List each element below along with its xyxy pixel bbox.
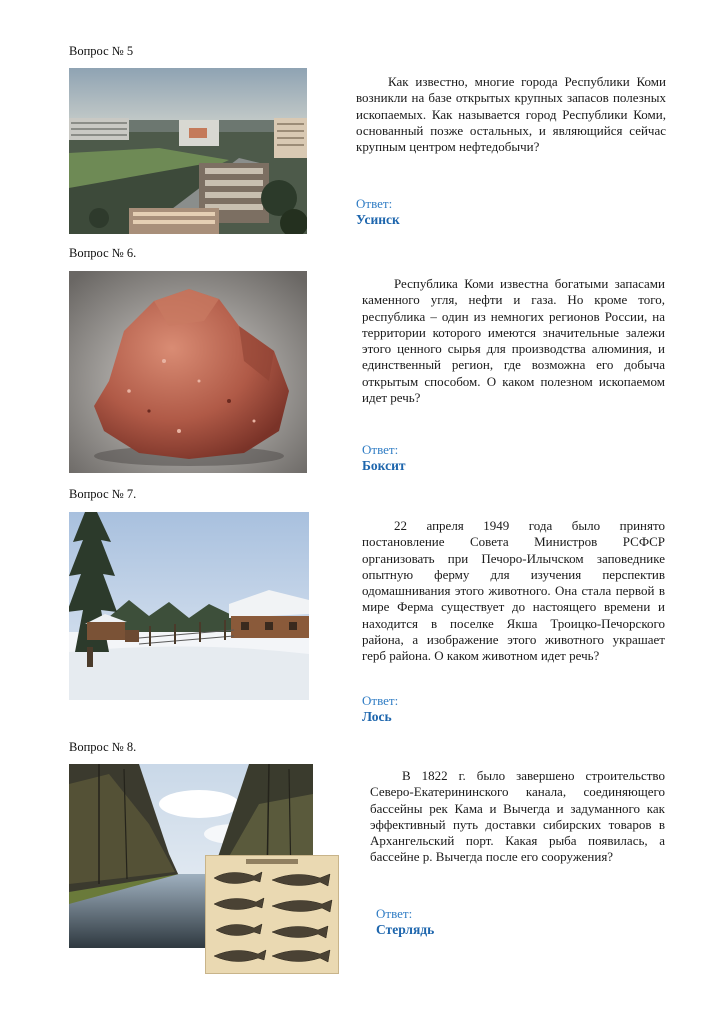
sturgeon-illustration [205, 855, 339, 974]
winter-farm-photo [69, 512, 309, 700]
answer-8-label: Ответ: [376, 906, 413, 921]
answer-6-value: Боксит [362, 458, 406, 473]
question-6-paragraph: Республика Коми известна богатыми запасами каменного угля, нефти и газа. Но кроме того, республика – один из немногих регионов России, на территории которого имеются значительные залежи этого ценного сырья для производства алюминия, и единственный регион, где возможна его добыча открытым способом. О каком полезном ископаемом идет речь? [362, 276, 665, 406]
answer-6-label: Ответ: [362, 442, 399, 457]
question-5-paragraph: Как известно, многие города Республики Коми возникли на базе открытых крупных запасов полезных ископаемых. Как называется город Республики Коми, основанный позже остальных, и являющийся сейчас крупным центром нефтедобычи? [356, 74, 666, 155]
question-5-label: Вопрос № 5 [69, 44, 134, 58]
question-7-text [362, 518, 665, 665]
question-7-label: Вопрос № 7. [69, 487, 137, 501]
question-8-paragraph: В 1822 г. было завершено строительство Северо-Екатерининского канала, соединяющего бассейны рек Кама и Вычегда и задуманного как эффективный путь доставки сибирских товаров в Архангельский порт. Какая рыба появилась, а бассейне р. Вычегда после его сооружения? [370, 768, 665, 865]
answer-8-value: Стерлядь [376, 922, 435, 937]
question-7-paragraph: 22 апреля 1949 года было принято постановление Совета Министров РСФСР организовать при Печоро-Илычском заповеднике опытную ферму для изучения перспектив одомашнивания этого животного. Она стала первой в мире Ферма существует до настоящего времени и находится в поселке Якша Троицко-Печорского района, а изображение этого животного украшает герб района. О каком животном идет речь? [362, 518, 665, 664]
question-6-text [362, 276, 665, 406]
bauxite-rock-photo [69, 271, 307, 473]
question-5-text [356, 74, 666, 155]
answer-5-value: Усинск [356, 212, 400, 227]
city-aerial-photo [69, 68, 307, 234]
answer-5-label: Ответ: [356, 196, 393, 211]
answer-7-value: Лось [362, 709, 392, 724]
question-6-label: Вопрос № 6. [69, 246, 137, 260]
answer-7-label: Ответ: [362, 693, 399, 708]
question-8-text [370, 768, 665, 866]
question-8-label: Вопрос № 8. [69, 740, 137, 754]
